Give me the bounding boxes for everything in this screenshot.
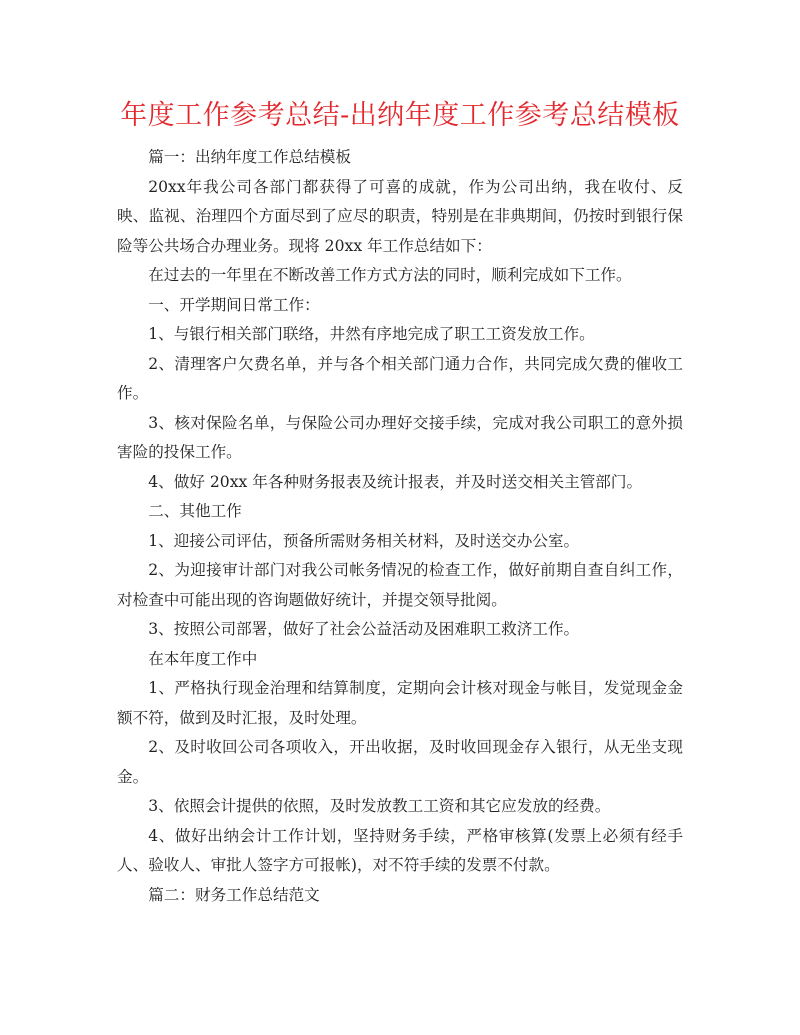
section-heading: 一、开学期间日常工作：	[148, 295, 320, 314]
list-item: 2、清理客户欠费名单，并与各个相关部门通力合作，共同完成欠费的催收工作。	[117, 354, 683, 402]
list-item: 3、按照公司部署，做好了社会公益活动及困难职工救济工作。	[148, 620, 580, 638]
list-item: 1、迎接公司评估，预备所需财务相关材料，及时送交办公室。	[148, 531, 580, 550]
list-item: 2、为迎接审计部门对我公司帐务情况的检查工作，做好前期自查自纠工作，对检查中可能出现的咨询题做好统计，并提交领导批阅。	[117, 561, 683, 609]
list-item: 2、及时收回公司各项收入，开出收据，及时收回现金存入银行，从无坐支现金。	[117, 738, 683, 786]
section-heading: 二、其他工作	[148, 502, 242, 520]
document-title: 年度工作参考总结-出纳年度工作参考总结模板	[120, 100, 680, 131]
list-item: 1、严格执行现金治理和结算制度，定期向会计核对现金与帐目，发觉现金金额不符，做到及时汇报，及时处理。	[117, 679, 683, 727]
heading-part-two: 篇二：财务工作总结范文	[148, 885, 320, 904]
heading-part-one: 篇一：出纳年度工作总结模板	[148, 148, 351, 166]
document-body	[117, 143, 683, 910]
body-paragraph: 在过去的一年里在不断改善工作方式方法的同时，顺利完成如下工作。	[148, 266, 632, 284]
list-item: 1、与银行相关部门联络，井然有序地完成了职工工资发放工作。	[148, 325, 595, 343]
list-item: 4、做好出纳会计工作计划，坚持财务手续，严格审核算(发票上必须有经手人、验收人、审批人签字方可报帐)，对不符手续的发票不付款。	[117, 826, 683, 874]
section-heading: 在本年度工作中	[148, 649, 258, 668]
body-paragraph: 20xx年我公司各部门都获得了可喜的成就，作为公司出纳，我在收付、反映、监视、治理四个方面尽到了应尽的职责，特别是在非典期间，仍按时到银行保险等公共场合办理业务。现将 20xx 年工作总结如下：	[117, 177, 683, 255]
list-item: 3、核对保险名单，与保险公司办理好交接手续，完成对我公司职工的意外损害险的投保工作。	[117, 413, 683, 461]
list-item: 4、做好 20xx 年各种财务报表及统计报表，并及时送交相关主管部门。	[148, 472, 643, 491]
list-item: 3、依照会计提供的依照，及时发放教工工资和其它应发放的经费。	[148, 797, 611, 815]
